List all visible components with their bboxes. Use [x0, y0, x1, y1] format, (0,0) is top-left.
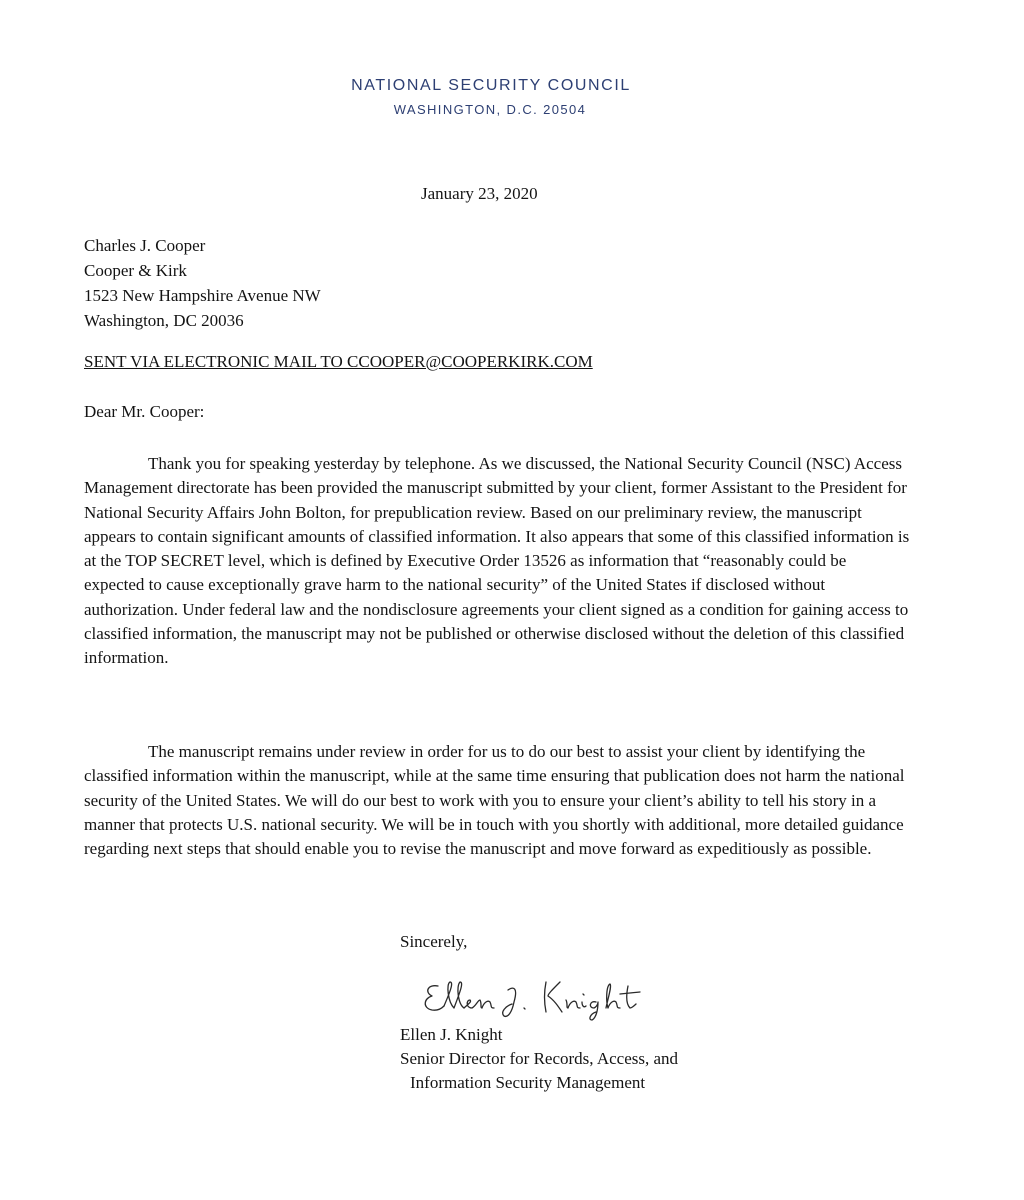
signer-title-line-2: Information Security Management	[410, 1073, 646, 1092]
handwritten-signature	[420, 972, 660, 1022]
letterhead-organization: NATIONAL SECURITY COUNCIL	[351, 77, 631, 94]
salutation: Dear Mr. Cooper:	[84, 402, 205, 421]
closing: Sincerely,	[400, 932, 468, 951]
body-paragraph-1: Thank you for speaking yesterday by telephone. As we discussed, the National Security Council (NSC) Access Management directorate has been provided the manuscript submitted by your client, former Assistant to the President for National Security Affairs John Bolton, for prepublication review. Based on our preliminary review, the manuscript appears to contain significant amounts of classified information. It also appears that some of this classified information is at the TOP SECRET level, which is defined by Executive Order 13526 as information that “reasonably could be expected to cause exceptionally grave harm to the national security” of the United States if disclosed without authorization. Under federal law and the nondisclosure agreements your client signed as a condition for gaining access to classified information, the manuscript may not be published or otherwise disclosed without the deletion of this classified information.	[84, 454, 910, 668]
delivery-note: SENT VIA ELECTRONIC MAIL TO CCOOPER@COOPERKIRK.COM	[84, 352, 593, 371]
signer-name: Ellen J. Knight	[400, 1025, 503, 1044]
recipient-firm: Cooper & Kirk	[84, 261, 187, 280]
recipient-address-block	[84, 233, 321, 333]
signer-title-line-1: Senior Director for Records, Access, and	[400, 1049, 679, 1068]
recipient-street: 1523 New Hampshire Avenue NW	[84, 286, 321, 305]
letterhead-address: WASHINGTON, D.C. 20504	[393, 102, 587, 117]
recipient-city: Washington, DC 20036	[84, 311, 244, 330]
body-paragraph-2: The manuscript remains under review in order for us to do our best to assist your client by identifying the classified information within the manuscript, while at the same time ensuring that publication does not harm the national security of the United States. We will do our best to work with you to ensure your client’s ability to tell his story in a manner that protects U.S. national security. We will be in touch with you shortly with additional, more detailed guidance regarding next steps that should enable you to revise the manuscript and move forward as expeditiously as possible.	[84, 742, 905, 859]
letter-date: January 23, 2020	[421, 184, 538, 203]
recipient-name: Charles J. Cooper	[84, 236, 206, 255]
letterhead	[0, 76, 980, 120]
